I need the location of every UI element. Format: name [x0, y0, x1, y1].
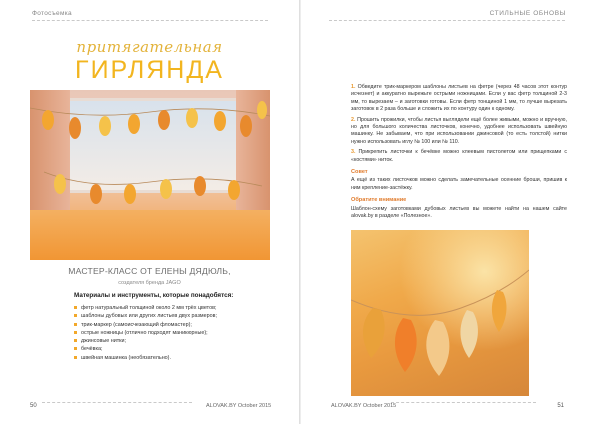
list-item-text: трик-маркер (самоисчезающий фломастер);	[81, 321, 192, 328]
section-label: СТИЛЬНЫЕ ОБНОВЫ	[489, 10, 566, 17]
list-item-text: бечёвка;	[81, 346, 103, 353]
magazine-footer: ALOVAK.BY October 2015	[206, 403, 272, 409]
page-number: 51	[557, 403, 564, 409]
felt-leaves-photo	[351, 230, 529, 396]
header-divider	[329, 20, 565, 21]
step-text: Прошить прожилки, чтобы листья выглядели ещё более живыми, можно и вручную, но для большого количества листочков, конечно, удобнее использовать швейную машинку. Не забываем, что при использовании джинсовой (то есть толстой) нитки нужно использовать иглу № 100 или № 110.	[351, 116, 567, 145]
step-text: Обведите трик-маркером шаблоны листьев на фетре (через 48 часов этот контур исчезнет) и аккуратно вырежьте острыми ножницами. Если у вас фетр толщиной 2-3 мм, то вырезаем – и заготовки готовы. Если фетр тонщиной 1 мм, то лучше вырезать заготовок в 2 раза больше и сложить их по контуру один к одному.	[351, 84, 567, 113]
list-item	[74, 354, 217, 362]
magazine-footer: ALOVAK.BY October 2015	[331, 403, 397, 409]
felt-leaves-graphic	[351, 230, 529, 396]
bullet-icon	[74, 347, 77, 350]
footer-divider	[42, 402, 192, 403]
list-item-text: фетр натуральный толщиной около 2 мм трёх цветов;	[81, 305, 217, 311]
list-item	[74, 304, 217, 312]
left-page	[0, 0, 299, 424]
page-number: 50	[30, 403, 37, 409]
header-divider	[32, 20, 268, 21]
bullet-icon	[74, 314, 77, 317]
bullet-icon	[74, 323, 77, 326]
list-item-text: джинсовые нитки;	[81, 338, 127, 345]
note-heading: Обратите внимание	[351, 197, 407, 204]
bullet-icon	[74, 306, 77, 309]
page-title: ГИРЛЯНДА	[75, 56, 224, 84]
bullet-icon	[74, 356, 77, 359]
master-class-heading: МАСТЕР-КЛАСС ОТ ЕЛЕНЫ ДЯДЮЛЬ,	[68, 266, 231, 276]
list-item	[74, 321, 217, 329]
list-item	[74, 345, 217, 353]
section-label: Фотосъемка	[32, 10, 72, 17]
list-item-text: шаблоны дубовых или других листьев двух размеров;	[81, 313, 217, 320]
garland-leaves-graphic	[30, 90, 270, 260]
note-text: Шаблон-схему заготовками дубовых листьев вы можете найти на нашем сайте alovak.by в разделе «Полезное».	[351, 205, 567, 220]
footer-divider	[391, 402, 536, 403]
step-paragraph	[351, 117, 567, 147]
list-item-text: швейная машинка (необязательно).	[81, 354, 171, 361]
materials-list	[74, 304, 217, 362]
step-number: 2.	[351, 116, 356, 123]
bullet-icon	[74, 339, 77, 342]
list-item	[74, 337, 217, 345]
title-kicker: притягательная	[76, 38, 223, 56]
master-class-subtitle: создателя бренда JAGO	[118, 280, 181, 286]
window-garland-photo	[30, 90, 270, 260]
step-number: 1.	[351, 84, 356, 90]
bullet-icon	[74, 331, 77, 334]
step-text: Прикрепить листочки к бечёвке можно клеевым пистолетом или прищепками с «костями» ниток.	[351, 149, 567, 163]
step-number: 3.	[351, 149, 356, 156]
right-page	[301, 0, 600, 424]
step-paragraph	[351, 84, 567, 114]
step-paragraph	[351, 149, 567, 164]
list-item	[74, 312, 217, 320]
materials-heading: Материалы и инструменты, которые понадобятся:	[74, 292, 234, 299]
instructions	[351, 84, 567, 224]
list-item-text: острые ножницы (отлично подходят маникюрные);	[81, 329, 208, 336]
tip-heading: Совет	[351, 169, 368, 176]
tip-text: А ещё из таких листочков можно сделать замечательные осенние броши, пришив к ним крепление-застёжку.	[351, 177, 567, 191]
list-item	[74, 329, 217, 337]
